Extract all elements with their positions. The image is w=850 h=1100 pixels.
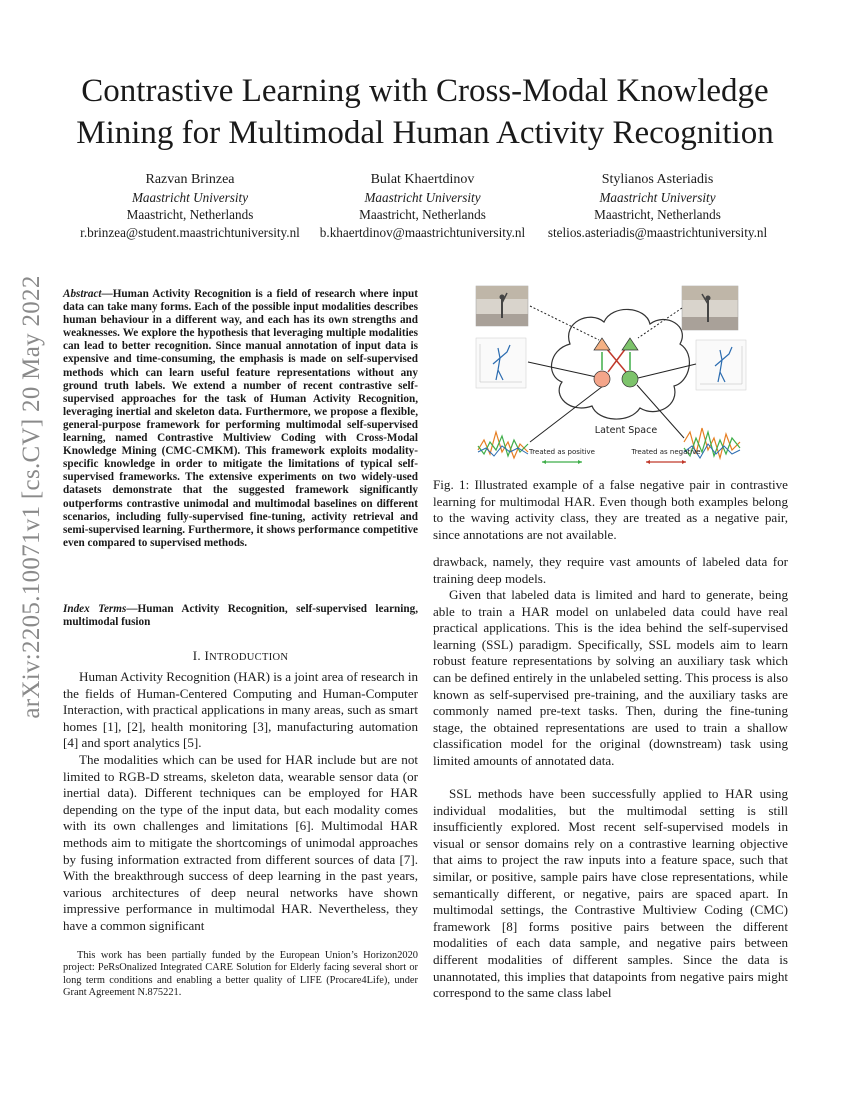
legend-negative-label: Treated as negative [631, 448, 701, 456]
title-line-2: Mining for Multimodal Human Activity Recognition [76, 115, 774, 151]
author-name: Bulat Khaertdinov [370, 172, 475, 187]
intro-paragraph-2: The modalities which can be used for HAR include but are not limited to RGB-D streams, skeleton data, wearable sensor data (or inertial data). Different techniques can be employed for HAR depending on the type of the input data, but each modality comes with its own challenges and limitations [6]. Multimodal HAR methods aim to mitigate the shortcomings of unimodal approaches by fusing information extracted from different sources of data [7]. With the breakthrough success of deep learning in the past years, various architectures of deep neural networks have shown impressive performance in multimodal HAR. Nevertheless, they have a common significant [63, 752, 418, 933]
author-location: Maastricht, Netherlands [359, 207, 486, 222]
latent-space-label: Latent Space [594, 425, 658, 436]
inertial-signal-left [478, 432, 528, 458]
section-title-rest: NTRODUCTION [209, 652, 289, 663]
title-line-1: Contrastive Learning with Cross-Modal Knowledge [81, 73, 769, 109]
abstract-text: —Human Activity Recognition is a field of research where input data can take many forms. Each of the possible input modalities describes human behaviour in a different way, and each has its own strengths and weaknesses. We explore the hypothesis that leveraging multiple modalities can lead to better recognition. Since manual annotation of input data is expensive and time-consuming, the emphasis is made on self-supervised methods which can learn useful feature representations without any ground truth labels. We extend a number of recent contrastive self-supervised approaches for the task of Human Activity Recognition, leveraging inertial and skeleton data. Furthermore, we propose a flexible, general-purpose framework for performing multimodal self-supervised learning, named Contrastive Multiview Coding with Cross-Modal Knowledge Mining (CMC-CMKM). This framework exploits modality-specific knowledge in order to mitigate the limitations of typical self-supervised frameworks. The extensive experiments on two widely-used datasets demonstrate that the suggested framework significantly outperforms contrastive unimodal and multimodal baselines on different scenarios, including fully-supervised fine-tuning, activity retrieval and semi-supervised learning. Furthermore, it shows performance competitive even compared to supervised methods. [63, 288, 418, 549]
abstract-label: Abstract [63, 288, 102, 300]
author-block-3 [535, 171, 780, 241]
arxiv-identifier-text: arXiv:2205.10071v1 [cs.CV] 20 May 2022 [18, 275, 45, 719]
author-email[interactable]: stelios.asteriadis@maastrichtuniversity.nl [547, 224, 768, 240]
author-email[interactable]: r.brinzea@student.maastrichtuniversity.nl [80, 224, 300, 240]
footnote-text: This work has been partially funded by the European Union’s Horizon2020 project: PeRsOnalized Integrated CARE Solution for Elderly facing several short or long term conditions and enabling a better quality of LIFE (Procare4Life), under Grant Agreement N.875221. [63, 950, 418, 998]
skeleton-plot-left [476, 338, 526, 388]
author-location: Maastricht, Netherlands [594, 207, 721, 222]
section-number: I. [192, 648, 201, 663]
author-affiliation: Maastricht University [599, 189, 716, 205]
author-name: Stylianos Asteriadis [601, 172, 714, 187]
author-location: Maastricht, Netherlands [126, 207, 254, 222]
author-email[interactable]: b.khaertdinov@maastrichtuniversity.nl [319, 224, 526, 240]
photo-right [682, 286, 738, 330]
figure-1-graphic [470, 282, 770, 472]
legend-positive-label: Treated as positive [529, 448, 595, 456]
footnote [63, 950, 418, 999]
author-block-2 [300, 171, 545, 241]
index-terms [63, 603, 418, 629]
figure-legend [528, 448, 700, 464]
right-paragraph-1: drawback, namely, they require vast amounts of labeled data for training deep models. [433, 554, 788, 586]
skeleton-plot-right [696, 340, 746, 390]
author-affiliation: Maastricht University [364, 189, 481, 205]
latent-space-cloud [552, 309, 690, 436]
photo-left [476, 286, 528, 326]
index-terms-text: —Human Activity Recognition, self-supervised learning, multimodal fusion [63, 603, 418, 629]
index-terms-label: Index Terms [63, 603, 127, 615]
figure-1-caption: Fig. 1: Illustrated example of a false negative pair in contrastive learning for multimodal HAR. Even though both examples belong to the waving activity class, they are treated as a negative pair, since annotations are not available. [433, 477, 788, 542]
right-paragraph-2: Given that labeled data is limited and hard to generate, being able to train a HAR model on unlabeled data could have real practical applications. This is the idea behind the self-supervised learning (SSL) paradigm. Specifically, SSL models aim to learn robust feature representations by solving an auxiliary task which can be defined entirely in the unlabeled setting. This process is also known as self-supervised pre-training, and the auxiliary tasks are commonly named pre-text tasks. Then, during the fine-tuning stage, the obtained representations are used to train a shallow classification model for the original (downstream) task using limited amounts of annotated data. [433, 587, 788, 768]
paper-title [40, 70, 810, 154]
circle-left [594, 371, 610, 387]
figure-1 [470, 282, 770, 472]
arxiv-identifier [12, 275, 52, 719]
section-heading [63, 648, 418, 664]
right-paragraph-3: SSL methods have been successfully applied to HAR using individual modalities, but the multimodal setting is still insufficiently explored. Most recent self-supervised models in visual or sensor domains rely on a contrastive learning objective that aims to project the raw inputs into a feature space, such that similar, or positive, sample pairs have close representations, while semantically different, or negative, pairs are spaced apart. In multimodal settings, the Contrastive Multiview Coding (CMC) framework [8] forms positive pairs between the different modalities of each data sample, and negative pairs between different modalities of different samples. Since the data is unannotated, this implies that datapoints from negative pairs might correspond to the same class label [433, 786, 788, 1001]
section-title-first: I [204, 648, 210, 663]
intro-paragraph-1: Human Activity Recognition (HAR) is a joint area of research in the fields of Human-Centered Computing and Human-Computer Interaction, with practical applications in many areas, such as smart homes [1], [2], health monitoring [3], manufacturing automation [4] and sport analytics [5]. [63, 669, 418, 751]
circle-right [622, 371, 638, 387]
author-block-1 [60, 171, 320, 241]
author-name: Razvan Brinzea [145, 172, 235, 187]
author-affiliation: Maastricht University [131, 189, 249, 205]
abstract [63, 288, 418, 550]
